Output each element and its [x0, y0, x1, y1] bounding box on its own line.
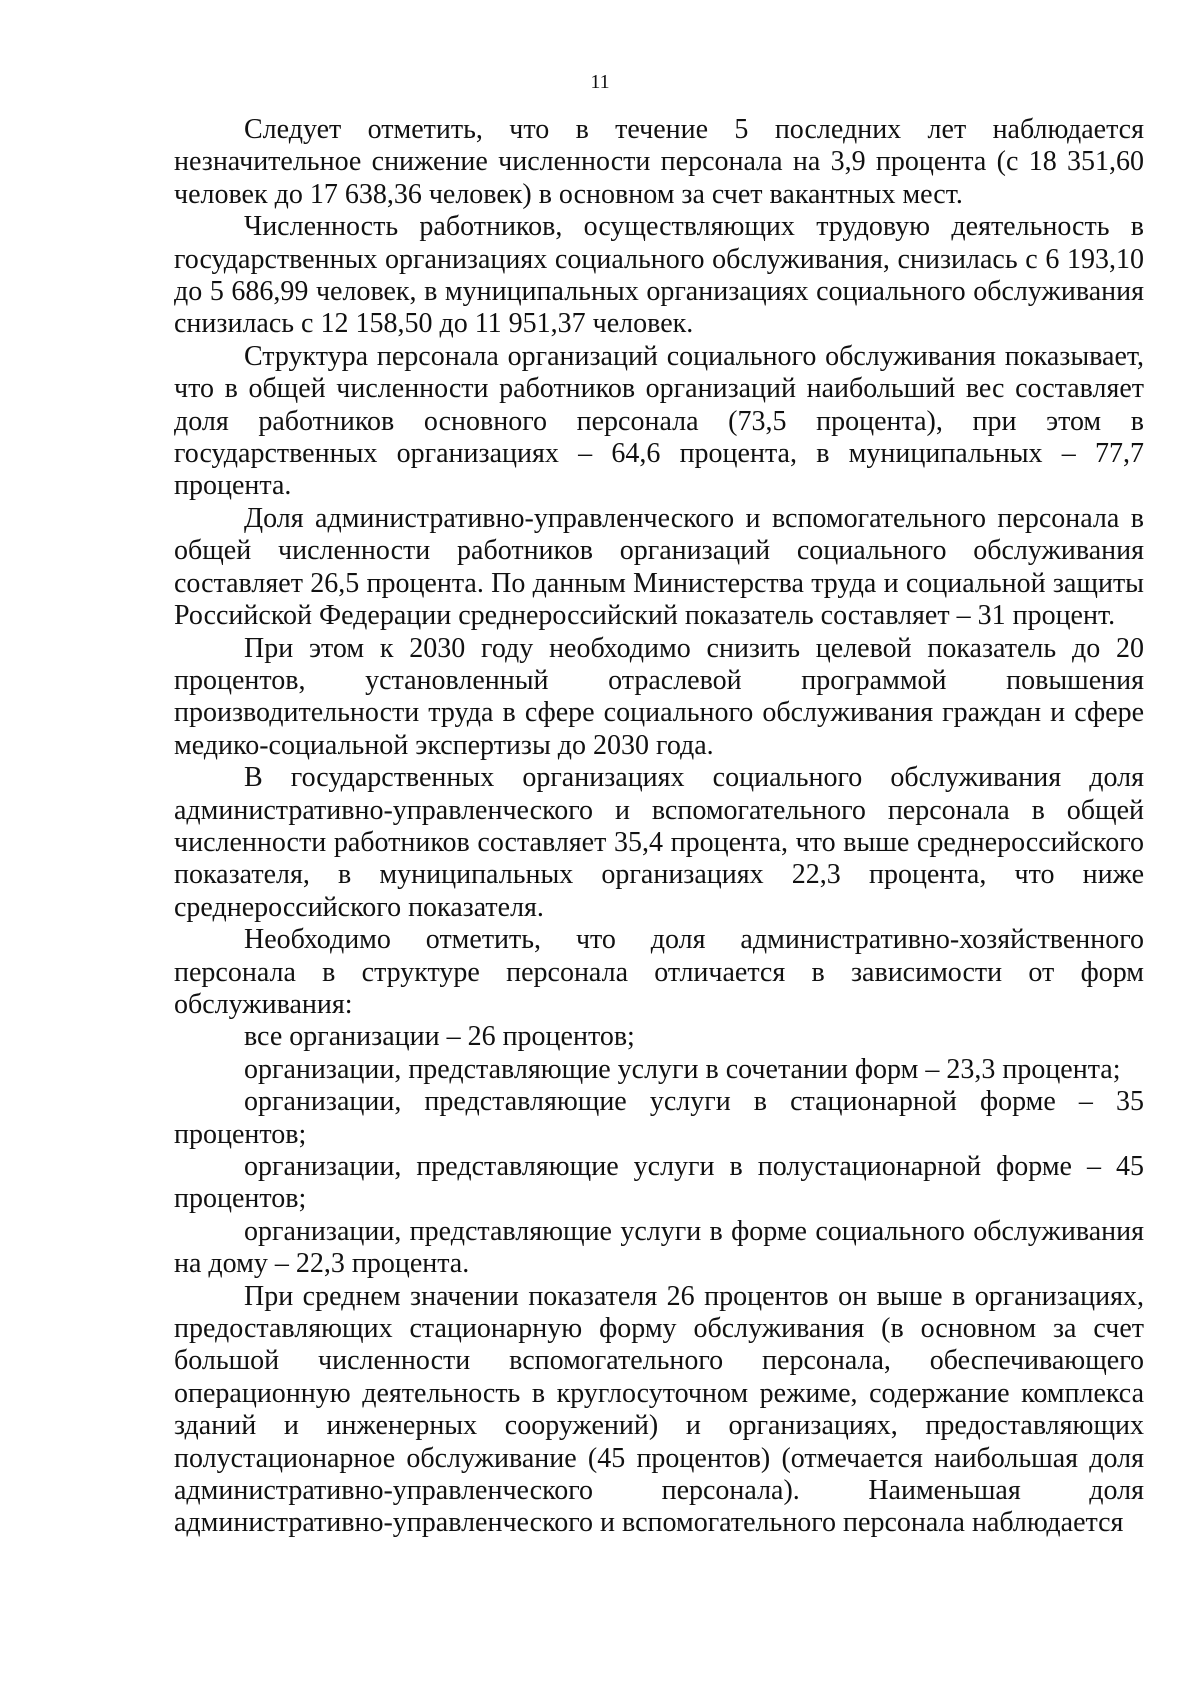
list-item-all-organizations: все организации – 26 процентов; — [244, 1021, 635, 1053]
paragraph-headcount-by-organization: Численность работников, осуществляющих трудовую деятельность в государственных организациях социального обслуживания, снизилась с 6 193,10 до 5 686,99 человек, в муниципальных организациях социального обслуживания снизилась с 12 158,50 до 11 951,37 человек. — [174, 211, 1144, 340]
paragraph-forms-intro: Необходимо отметить, что доля административно-хозяйственного персонала в структуре персонала отличается в зависимости от форм обслуживания: — [174, 924, 1144, 1020]
page-number: 11 — [590, 71, 610, 93]
list-item-inpatient-form: организации, представляющие услуги в стационарной форме – 35 процентов; — [174, 1086, 1144, 1150]
paragraph-state-vs-municipal: В государственных организациях социального обслуживания доля административно-управленческого и вспомогательного персонала в общей численности работников составляет 35,4 процента, что выше среднероссийского показателя, в муниципальных организациях 22,3 процента, что ниже среднероссийского показателя. — [174, 762, 1144, 923]
document-body — [174, 114, 1144, 1540]
list-item-combined-forms: организации, представляющие услуги в сочетании форм – 23,3 процента; — [244, 1053, 1121, 1085]
list-item-semi-inpatient-form: организации, представляющие услуги в полустационарной форме – 45 процентов; — [174, 1151, 1144, 1215]
paragraph-average-indicator: При среднем значении показателя 26 процентов он выше в организациях, предоставляющих стационарную форму обслуживания (в основном за счет большой численности вспомогательного персонала, обеспечивающего операционную деятельность в круглосуточном режиме, содержание комплекса зданий и инженерных сооружений) и организациях, предоставляющих полустационарное обслуживание (45 процентов) (отмечается наибольшая доля административно-управленческого персонала). Наименьшая доля административно-управленческого и вспомогательного персонала наблюдается — [174, 1280, 1144, 1539]
paragraph-staff-structure: Структура персонала организаций социального обслуживания показывает, что в общей численности работников организаций наибольший вес составляет доля работников основного персонала (73,5 процента), при этом в государственных организациях – 64,6 процента, в муниципальных – 77,7 процента. — [174, 340, 1144, 502]
list-item-home-service-form: организации, представляющие услуги в форме социального обслуживания на дому – 22,3 процента. — [174, 1215, 1144, 1280]
paragraph-staff-decline: Следует отметить, что в течение 5 последних лет наблюдается незначительное снижение численности персонала на 3,9 процента (с 18 351,60 человек до 17 638,36 человек) в основном за счет вакантных мест. — [174, 114, 1144, 210]
paragraph-2030-target: При этом к 2030 году необходимо снизить целевой показатель до 20 процентов, установленный отраслевой программой повышения производительности труда в сфере социального обслуживания граждан и сфере медико-социальной экспертизы до 2030 года. — [174, 632, 1144, 761]
paragraph-admin-share: Доля административно-управленческого и вспомогательного персонала в общей численности работников организаций социального обслуживания составляет 26,5 процента. По данным Министерства труда и социальной защиты Российской Федерации среднероссийский показатель составляет – 31 процент. — [174, 502, 1144, 632]
